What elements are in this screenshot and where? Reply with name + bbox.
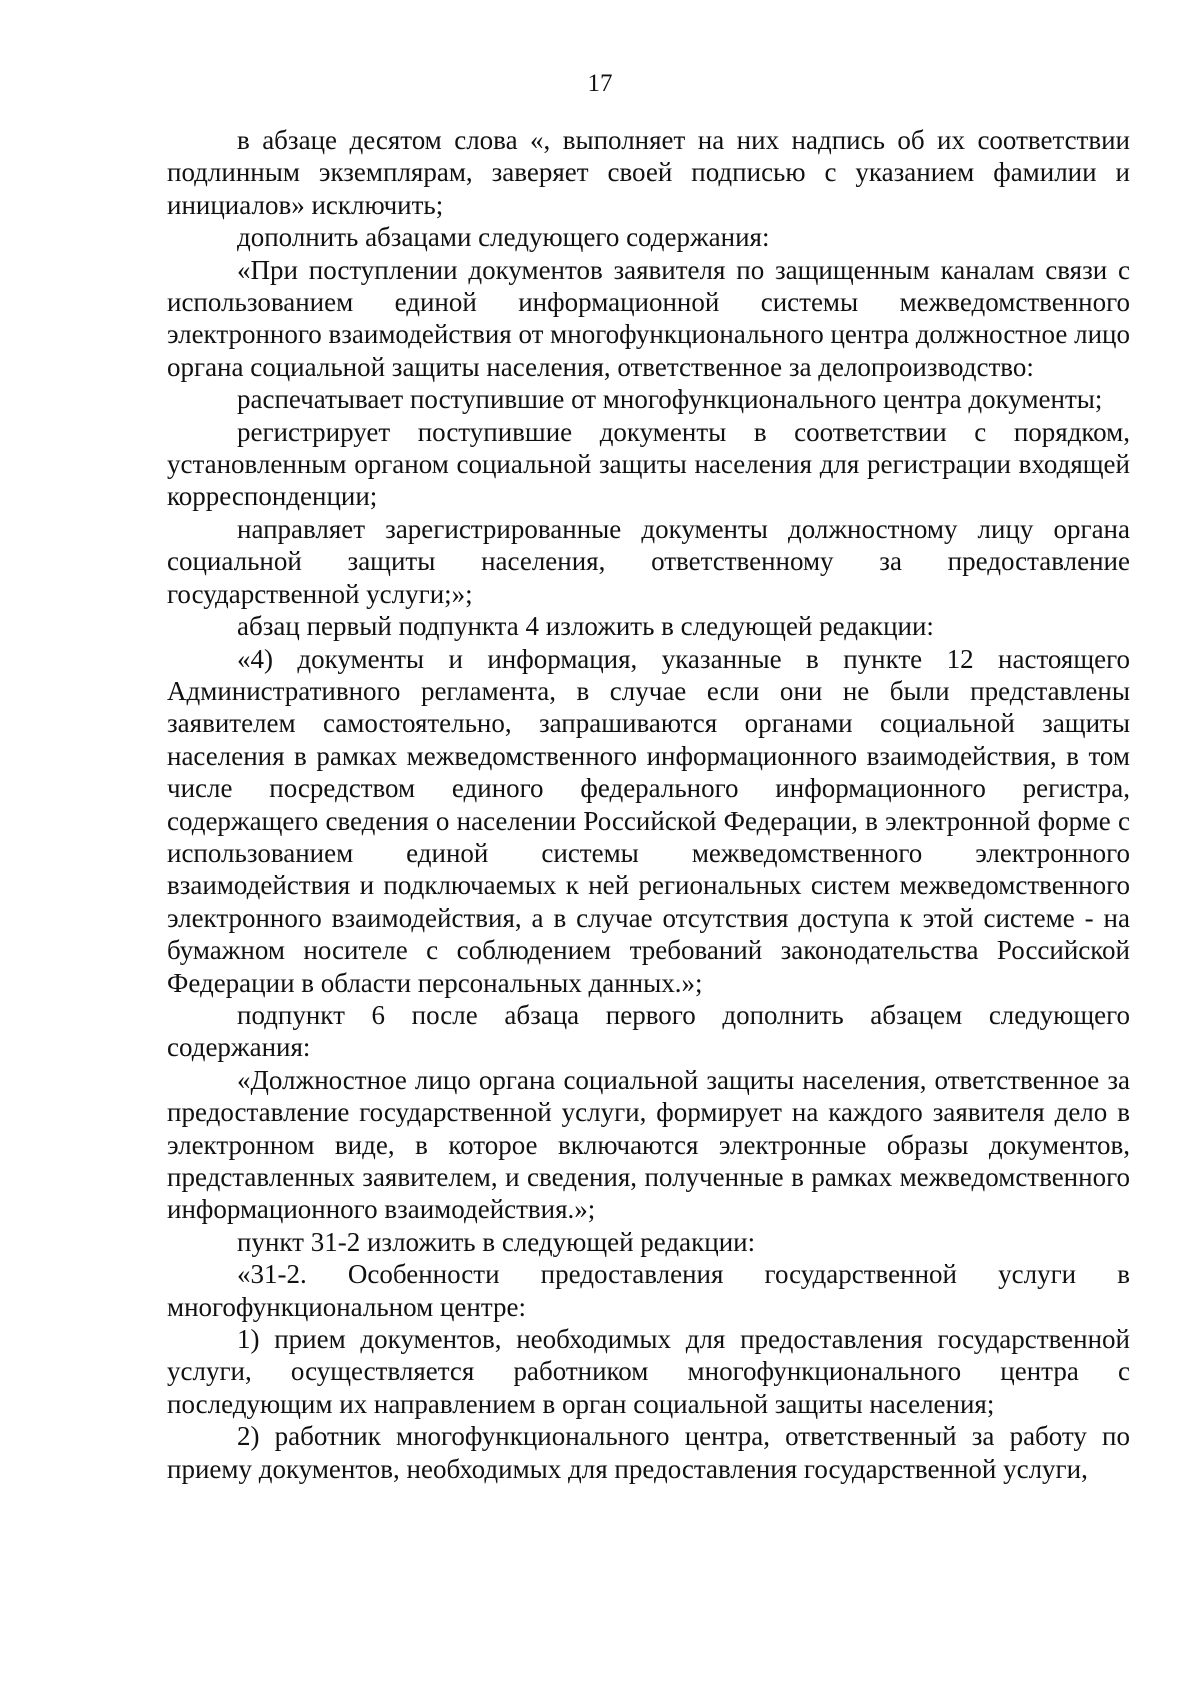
paragraph: «При поступлении документов заявителя по защищенным каналам связи с использованием единой информационной системы межведомственного электронного взаимодействия от многофункционального центра должностное лицо органа социальной защиты населения, ответственное за делопроизводство: (167, 254, 1130, 382)
paragraph: «4) документы и информация, указанные в пункте 12 настоящего Административного регламента, в случае если они не были представлены заявителем самостоятельно, запрашиваются органами социальной защиты населения в рамках межведомственного информационного взаимодействия, в том числе посредством единого федерального информационного регистра, содержащего сведения о населении Российской Федерации, в электронной форме с использованием единой системы межведомственного электронного взаимодействия и подключаемых к ней региональных систем межведомственного электронного взаимодействия, а в случае отсутствия доступа к этой системе - на бумажном носителе с соблюдением требований законодательства Российской Федерации в области персональных данных.»; (167, 643, 1130, 998)
paragraph: подпункт 6 после абзаца первого дополнить абзацем следующего содержания: (167, 999, 1130, 1063)
paragraph: регистрирует поступившие документы в соответствии с порядком, установленным органом социальной защиты населения для регистрации входящей корреспонденции; (167, 416, 1130, 512)
paragraph: «31-2. Особенности предоставления государственной услуги в многофункциональном центре: (167, 1259, 1130, 1322)
page-number: 17 (587, 70, 613, 97)
paragraph: в абзаце десятом слова «, выполняет на них надпись об их соответствии подлинным экземплярам, заверяет своей подписью с указанием фамилии и инициалов» исключить; (167, 125, 1130, 220)
paragraph: 2) работник многофункционального центра, ответственный за работу по приему документов, необходимых для предоставления государственной услуги, (167, 1421, 1130, 1484)
document-body (167, 124, 1130, 1485)
paragraph: распечатывает поступившие от многофункционального центра документы; (237, 384, 1103, 415)
paragraph: «Должностное лицо органа социальной защиты населения, ответственное за предоставление государственной услуги, формирует на каждого заявителя дело в электронном виде, в которое включаются электронные образы документов, представленных заявителем, и сведения, полученные в рамках межведомственного информационного взаимодействия.»; (167, 1064, 1130, 1225)
paragraph: дополнить абзацами следующего содержания: (237, 222, 770, 253)
paragraph: направляет зарегистрированные документы должностному лицу органа социальной защиты населения, ответственному за предоставление государственной услуги;»; (167, 513, 1130, 609)
paragraph: абзац первый подпункта 4 изложить в следующей редакции: (237, 611, 934, 642)
paragraph: пункт 31-2 изложить в следующей редакции: (237, 1226, 756, 1257)
paragraph: 1) прием документов, необходимых для предоставления государственной услуги, осуществляется работником многофункционального центра с последующим их направлением в орган социальной защиты населения; (167, 1324, 1130, 1419)
